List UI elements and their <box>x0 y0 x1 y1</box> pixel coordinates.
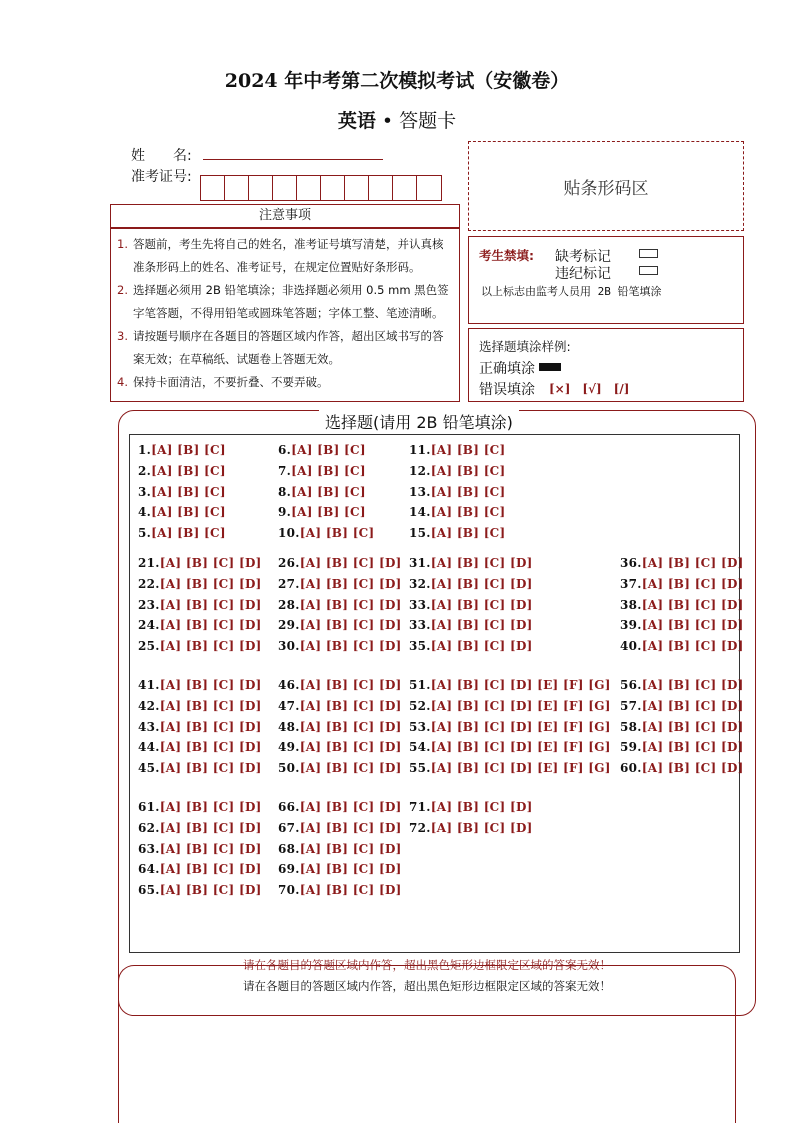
question-item[interactable] <box>138 556 262 570</box>
question-number: 67. <box>278 820 300 835</box>
question-number: 53. <box>409 719 431 734</box>
notice-item <box>117 325 453 371</box>
question-options[interactable]: [A] [B] [C] [D] <box>641 698 744 713</box>
question-item[interactable] <box>409 639 533 653</box>
question-item[interactable] <box>278 485 366 499</box>
question-number: 72. <box>409 820 431 835</box>
violation-label: 违纪标记 <box>555 266 611 282</box>
question-item[interactable] <box>409 464 506 478</box>
question-item[interactable] <box>138 485 226 499</box>
id-digit-box[interactable] <box>297 176 321 200</box>
question-item[interactable] <box>409 526 506 540</box>
question-options[interactable]: [A] [B] [C] [D] <box>299 740 402 755</box>
question-item[interactable] <box>138 464 226 478</box>
question-number: 41. <box>138 678 160 692</box>
question-item[interactable] <box>620 699 744 713</box>
question-number: 21. <box>138 556 160 570</box>
question-item[interactable] <box>620 556 744 570</box>
question-options[interactable]: [A] [B] [C] [D] <box>299 883 402 898</box>
question-options[interactable]: [A] [B] [C] [D] <box>299 719 402 734</box>
question-options[interactable]: [A] [B] [C] <box>151 526 226 541</box>
question-number: 28. <box>278 597 300 612</box>
question-options[interactable]: [A] [B] [C] <box>151 505 226 520</box>
question-item[interactable] <box>278 699 402 713</box>
question-item[interactable] <box>138 443 226 457</box>
question-options[interactable]: [A] [B] [C] [D] <box>299 618 402 633</box>
question-number: 31. <box>409 556 431 570</box>
question-item[interactable] <box>620 598 744 612</box>
question-options[interactable]: [A] [B] [C] [D] <box>159 883 262 898</box>
id-digit-box[interactable] <box>225 176 249 200</box>
question-number: 32. <box>409 576 431 591</box>
question-number: 1. <box>138 443 152 457</box>
question-item[interactable] <box>278 443 366 457</box>
question-options[interactable]: [A] [B] [C] [D] <box>159 639 262 654</box>
question-number: 42. <box>138 698 160 713</box>
question-number: 27. <box>278 576 300 591</box>
notice-item-number: 2. <box>117 283 128 297</box>
question-options[interactable]: [A] [B] [C] [D] <box>641 678 744 692</box>
question-number: 66. <box>278 800 300 814</box>
question-number: 7. <box>278 463 292 478</box>
question-item[interactable] <box>278 639 402 653</box>
question-number: 39. <box>620 618 642 633</box>
question-options[interactable]: [A] [B] [C] [D] <box>430 556 533 570</box>
notice-item-number: 1. <box>117 237 128 251</box>
question-item[interactable] <box>278 720 402 734</box>
question-item[interactable] <box>278 740 402 754</box>
question-number: 68. <box>278 841 300 856</box>
ban-title: 考生禁填: <box>479 248 534 263</box>
question-item[interactable] <box>138 800 262 814</box>
question-options[interactable]: [A] [B] [C] [D] [E] [F] [G] <box>430 698 611 713</box>
question-item[interactable] <box>409 485 506 499</box>
id-digit-box[interactable] <box>201 176 225 200</box>
question-number: 61. <box>138 800 160 814</box>
question-number: 33. <box>409 597 431 612</box>
question-number: 38. <box>620 597 642 612</box>
question-options[interactable]: [A] [B] [C] [D] <box>159 576 262 591</box>
question-item[interactable] <box>278 761 402 775</box>
question-number: 30. <box>278 639 300 654</box>
question-number: 11. <box>409 443 431 457</box>
question-options[interactable]: [A] [B] [C] [D] <box>299 678 402 692</box>
question-number: 43. <box>138 719 160 734</box>
question-number: 48. <box>278 719 300 734</box>
question-options[interactable]: [A] [B] [C] [D] <box>159 556 262 570</box>
question-item[interactable] <box>620 761 744 775</box>
question-number: 40. <box>620 639 642 654</box>
question-number: 33. <box>409 618 431 633</box>
question-options[interactable]: [A] [B] [C] [D] <box>641 761 744 776</box>
question-item[interactable] <box>409 740 611 754</box>
question-number: 63. <box>138 841 160 856</box>
card-label: 答题卡 <box>399 110 457 132</box>
question-number: 36. <box>620 556 642 570</box>
question-item[interactable] <box>620 618 744 632</box>
question-item[interactable] <box>138 740 262 754</box>
question-options[interactable]: [A] [B] [C] [D] <box>159 820 262 835</box>
notice-item-text: 保持卡面清洁，不要折叠、不要弄破。 <box>133 375 329 389</box>
question-number: 71. <box>409 800 431 814</box>
question-number: 23. <box>138 597 160 612</box>
correct-fill-label: 正确填涂 <box>479 361 535 377</box>
question-options[interactable]: [A] [B] [C] <box>299 526 375 541</box>
question-number: 22. <box>138 576 160 591</box>
question-options[interactable]: [A] [B] [C] [D] <box>299 556 402 570</box>
question-options[interactable]: [A] [B] [C] [D] <box>430 820 533 835</box>
question-number: 2. <box>138 463 152 478</box>
notice-item-text: 答题前，考生先将自己的姓名，准考证号填写清楚，并认真核准条形码上的姓名、准考证号，在规定位置贴好条形码。 <box>133 237 444 274</box>
question-item[interactable] <box>409 761 611 775</box>
question-number: 52. <box>409 698 431 713</box>
question-options[interactable]: [A] [B] [C] [D] <box>159 698 262 713</box>
question-number: 9. <box>278 505 292 520</box>
question-number: 29. <box>278 618 300 633</box>
question-number: 26. <box>278 556 300 570</box>
warning-top: 请在各题目的答题区域内作答，超出黑色矩形边框限定区域的答案无效！ <box>243 958 611 972</box>
question-item[interactable] <box>409 720 611 734</box>
question-item[interactable] <box>278 464 366 478</box>
question-options[interactable]: [A] [B] [C] <box>291 443 366 457</box>
question-number: 58. <box>620 719 642 734</box>
exam-ban-box <box>468 236 744 324</box>
choice-section-title: 选择题(请用 2B 铅笔填涂) <box>319 410 519 433</box>
question-item[interactable] <box>138 678 262 692</box>
question-item[interactable] <box>409 699 611 713</box>
question-options[interactable]: [A] [B] [C] [D] <box>159 761 262 776</box>
question-number: 51. <box>409 678 431 692</box>
question-number: 59. <box>620 740 642 755</box>
question-number: 57. <box>620 698 642 713</box>
question-item[interactable] <box>138 842 262 856</box>
notice-item-number: 4. <box>117 375 128 389</box>
absent-label: 缺考标记 <box>555 249 611 265</box>
notice-item-text: 选择题必须用 2B 铅笔填涂；非选择题必须用 0.5 mm 黑色签字笔答题，不得用铅笔或圆珠笔答题；字体工整、笔迹清晰。 <box>133 283 449 320</box>
question-number: 35. <box>409 639 431 654</box>
question-item[interactable] <box>138 598 262 612</box>
question-options[interactable]: [A] [B] [C] [D] [E] [F] [G] <box>430 740 611 755</box>
question-options[interactable]: [A] [B] [C] [D] <box>159 862 262 877</box>
question-options[interactable]: [A] [B] [C] <box>430 505 506 520</box>
question-number: 45. <box>138 761 160 776</box>
question-options[interactable]: [A] [B] [C] [D] <box>430 618 533 633</box>
question-number: 8. <box>278 484 292 499</box>
question-options[interactable]: [A] [B] [C] [D] <box>299 698 402 713</box>
question-item[interactable] <box>138 761 262 775</box>
question-item[interactable] <box>138 699 262 713</box>
question-options[interactable]: [A] [B] [C] <box>291 463 366 478</box>
question-options[interactable]: [A] [B] [C] [D] [E] [F] [G] <box>430 761 611 776</box>
question-number: 64. <box>138 862 160 877</box>
question-options[interactable]: [A] [B] [C] <box>151 463 226 478</box>
question-number: 55. <box>409 761 431 776</box>
question-item[interactable] <box>278 678 402 692</box>
id-digit-box[interactable] <box>249 176 273 200</box>
question-options[interactable]: [A] [B] [C] [D] <box>430 800 533 814</box>
question-item[interactable] <box>138 639 262 653</box>
question-number: 10. <box>278 526 300 541</box>
question-item[interactable] <box>278 577 402 591</box>
question-options[interactable]: [A] [B] [C] <box>151 484 226 499</box>
question-item[interactable] <box>138 618 262 632</box>
question-options[interactable]: [A] [B] [C] [D] <box>159 597 262 612</box>
name-field[interactable] <box>203 159 383 160</box>
notice-item-number: 3. <box>117 329 128 343</box>
question-options[interactable]: [A] [B] [C] [D] <box>159 618 262 633</box>
question-options[interactable]: [A] [B] [C] [D] <box>641 719 744 734</box>
notice-item <box>117 371 453 394</box>
question-options[interactable]: [A] [B] [C] [D] [E] [F] [G] <box>430 719 611 734</box>
question-options[interactable]: [A] [B] [C] [D] <box>641 618 744 633</box>
question-number: 25. <box>138 639 160 654</box>
question-options[interactable]: [A] [B] [C] [D] <box>430 597 533 612</box>
question-number: 6. <box>278 443 292 457</box>
question-options[interactable]: [A] [B] [C] [D] <box>299 576 402 591</box>
question-item[interactable] <box>278 598 402 612</box>
question-item[interactable] <box>278 618 402 632</box>
id-digit-box[interactable] <box>369 176 393 200</box>
id-digit-box[interactable] <box>321 176 345 200</box>
question-options[interactable]: [A] [B] [C] [D] <box>159 719 262 734</box>
question-number: 56. <box>620 678 642 692</box>
question-options[interactable]: [A] [B] [C] <box>430 526 506 541</box>
question-options[interactable]: [A] [B] [C] [D] <box>159 841 262 856</box>
question-options[interactable]: [A] [B] [C] <box>430 443 506 457</box>
question-options[interactable]: [A] [B] [C] [D] <box>299 761 402 776</box>
question-item[interactable] <box>409 577 533 591</box>
question-options[interactable]: [A] [B] [C] [D] <box>299 841 402 856</box>
question-options[interactable]: [A] [B] [C] [D] <box>299 862 402 877</box>
question-options[interactable]: [A] [B] [C] [D] <box>159 678 262 692</box>
question-item[interactable] <box>278 862 402 876</box>
question-options[interactable]: [A] [B] [C] [D] <box>641 639 744 654</box>
question-options[interactable]: [A] [B] [C] [D] <box>299 639 402 654</box>
question-number: 46. <box>278 678 300 692</box>
question-number: 50. <box>278 761 300 776</box>
question-item[interactable] <box>620 577 744 591</box>
question-item[interactable] <box>409 821 533 835</box>
question-item[interactable] <box>138 577 262 591</box>
question-item[interactable] <box>409 556 533 570</box>
question-options[interactable]: [A] [B] [C] [D] <box>159 800 262 814</box>
question-number: 37. <box>620 576 642 591</box>
id-digit-box[interactable] <box>273 176 297 200</box>
id-number-boxes[interactable] <box>200 175 442 201</box>
question-options[interactable]: [A] [B] [C] [D] <box>299 820 402 835</box>
question-options[interactable]: [A] [B] [C] [D] <box>299 597 402 612</box>
page-title: 2024 年中考第二次模拟考试（安徽卷） <box>224 70 570 92</box>
question-item[interactable] <box>278 505 366 519</box>
question-number: 14. <box>409 505 431 520</box>
subject-label: 英语 <box>337 110 376 132</box>
ban-note: 以上标志由监考人员用 2B 铅笔填涂 <box>481 285 662 298</box>
question-item[interactable] <box>409 678 611 692</box>
question-item[interactable] <box>278 821 402 835</box>
wrong-fill-samples: [×] [√] [/] <box>549 382 630 396</box>
question-options[interactable]: [A] [B] [C] <box>430 484 506 499</box>
question-item[interactable] <box>278 842 402 856</box>
question-options[interactable]: [A] [B] [C] [D] [E] [F] [G] <box>430 678 611 692</box>
question-options[interactable]: [A] [B] [C] [D] <box>641 597 744 612</box>
question-options[interactable]: [A] [B] [C] [D] <box>641 740 744 755</box>
question-item[interactable] <box>409 618 533 632</box>
absent-mark-box[interactable] <box>639 249 658 258</box>
question-item[interactable] <box>620 740 744 754</box>
question-number: 3. <box>138 484 152 499</box>
question-item[interactable] <box>620 678 744 692</box>
question-number: 47. <box>278 698 300 713</box>
correct-fill-sample <box>539 363 561 371</box>
question-item[interactable] <box>138 883 262 897</box>
question-item[interactable] <box>620 720 744 734</box>
question-item[interactable] <box>409 505 506 519</box>
question-number: 4. <box>138 505 152 520</box>
question-number: 12. <box>409 463 431 478</box>
violation-mark-box[interactable] <box>639 266 658 275</box>
sample-title: 选择题填涂样例: <box>479 339 571 354</box>
question-item[interactable] <box>409 800 533 814</box>
question-number: 65. <box>138 883 160 898</box>
warning-bottom: 请在各题目的答题区域内作答，超出黑色矩形边框限定区域的答案无效！ <box>243 979 611 993</box>
name-label: 姓 名: <box>131 148 192 164</box>
page-subtitle <box>0 106 794 133</box>
question-item[interactable] <box>138 821 262 835</box>
question-item[interactable] <box>278 526 375 540</box>
id-digit-box[interactable] <box>417 176 441 200</box>
question-item[interactable] <box>138 505 226 519</box>
question-item[interactable] <box>138 720 262 734</box>
question-number: 49. <box>278 740 300 755</box>
question-options[interactable]: [A] [B] [C] <box>151 443 226 457</box>
question-item[interactable] <box>620 639 744 653</box>
wrong-fill-label: 错误填涂 <box>479 382 535 398</box>
fill-sample-box <box>468 328 744 402</box>
question-options[interactable]: [A] [B] [C] [D] <box>641 576 744 591</box>
separator-dot: • <box>381 110 394 132</box>
question-options[interactable]: [A] [B] [C] <box>291 505 366 520</box>
question-number: 44. <box>138 740 160 755</box>
question-item[interactable] <box>278 556 402 570</box>
notice-item-text: 请按题号顺序在各题目的答题区域内作答，超出区域书写的答案无效；在草稿纸、试题卷上答题无效。 <box>133 329 444 366</box>
question-item[interactable] <box>409 443 506 457</box>
notice-box <box>110 228 460 402</box>
barcode-area <box>468 141 744 231</box>
question-options[interactable]: [A] [B] [C] [D] <box>641 556 744 570</box>
notice-heading: 注意事项 <box>110 204 460 228</box>
question-item[interactable] <box>278 800 402 814</box>
question-options[interactable]: [A] [B] [C] <box>291 484 366 499</box>
question-number: 13. <box>409 484 431 499</box>
question-options[interactable]: [A] [B] [C] [D] <box>430 639 533 654</box>
question-options[interactable]: [A] [B] [C] [D] <box>430 576 533 591</box>
question-number: 54. <box>409 740 431 755</box>
question-item[interactable] <box>409 598 533 612</box>
question-number: 15. <box>409 526 431 541</box>
question-number: 60. <box>620 761 642 776</box>
question-item[interactable] <box>278 883 402 897</box>
barcode-label: 贴条形码区 <box>563 178 649 199</box>
question-number: 70. <box>278 883 300 898</box>
question-item[interactable] <box>138 862 262 876</box>
question-number: 5. <box>138 526 152 541</box>
question-number: 24. <box>138 618 160 633</box>
notice-item <box>117 233 453 279</box>
question-options[interactable]: [A] [B] [C] [D] <box>159 740 262 755</box>
question-number: 62. <box>138 820 160 835</box>
question-item[interactable] <box>138 526 226 540</box>
notice-item <box>117 279 453 325</box>
id-label: 准考证号: <box>131 169 192 185</box>
id-digit-box[interactable] <box>393 176 417 200</box>
question-options[interactable]: [A] [B] [C] <box>430 463 506 478</box>
question-options[interactable]: [A] [B] [C] [D] <box>299 800 402 814</box>
id-digit-box[interactable] <box>345 176 369 200</box>
question-number: 69. <box>278 862 300 877</box>
